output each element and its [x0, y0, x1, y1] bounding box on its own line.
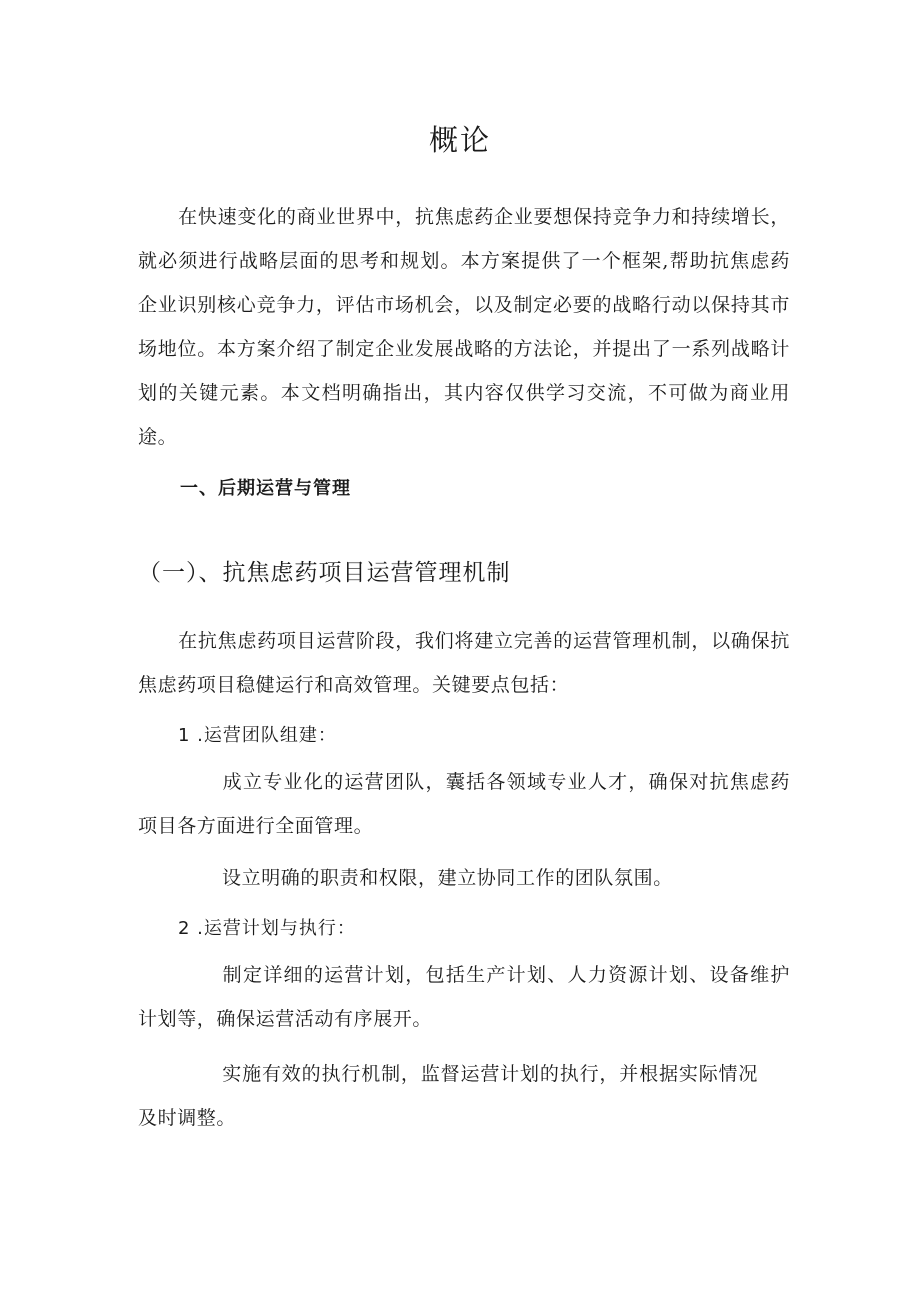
list-item-label: 1 .运营团队组建： — [178, 725, 337, 746]
list-item-point — [138, 953, 790, 1041]
operations-text: 在抗焦虑药项目运营阶段，我们将建立完善的运营管理机制，以确保抗焦虑药项目稳健运行和高效管理。关键要点包括： — [138, 630, 790, 696]
list-item-point — [138, 760, 790, 848]
point-text: 设立明确的职责和权限，建立协同工作的团队氛围。 — [222, 867, 673, 889]
list-item-point — [138, 1052, 758, 1140]
section-heading: 一、后期运营与管理 — [180, 478, 351, 499]
list-item-point — [138, 856, 790, 900]
subsection-heading: （一）、抗焦虑药项目运营管理机制 — [138, 560, 511, 586]
point-text: 制定详细的运营计划，包括生产计划、人力资源计划、设备维护计划等，确保运营活动有序展开。 — [138, 964, 790, 1030]
point-text: 实施有效的执行机制，监督运营计划的执行，并根据实际情况及时调整。 — [138, 1063, 758, 1129]
document-title: 概论 — [428, 123, 491, 157]
list-item-label: 2 .运营计划与执行： — [178, 918, 356, 939]
operations-paragraph — [138, 619, 790, 707]
point-text: 成立专业化的运营团队，囊括各领域专业人才，确保对抗焦虑药项目各方面进行全面管理。 — [138, 771, 790, 837]
intro-paragraph — [138, 195, 790, 459]
intro-text: 在快速变化的商业世界中，抗焦虑药企业要想保持竞争力和持续增长，就必须进行战略层面的思考和规划。本方案提供了一个框架,帮助抗焦虑药企业识别核心竞争力，评估市场机会，以及制定必要的战略行动以保持其市场地位。本方案介绍了制定企业发展战略的方法论，并提出了一系列战略计划的关键元素。本文档明确指出，其内容仅供学习交流，不可做为商业用途。 — [138, 206, 790, 448]
